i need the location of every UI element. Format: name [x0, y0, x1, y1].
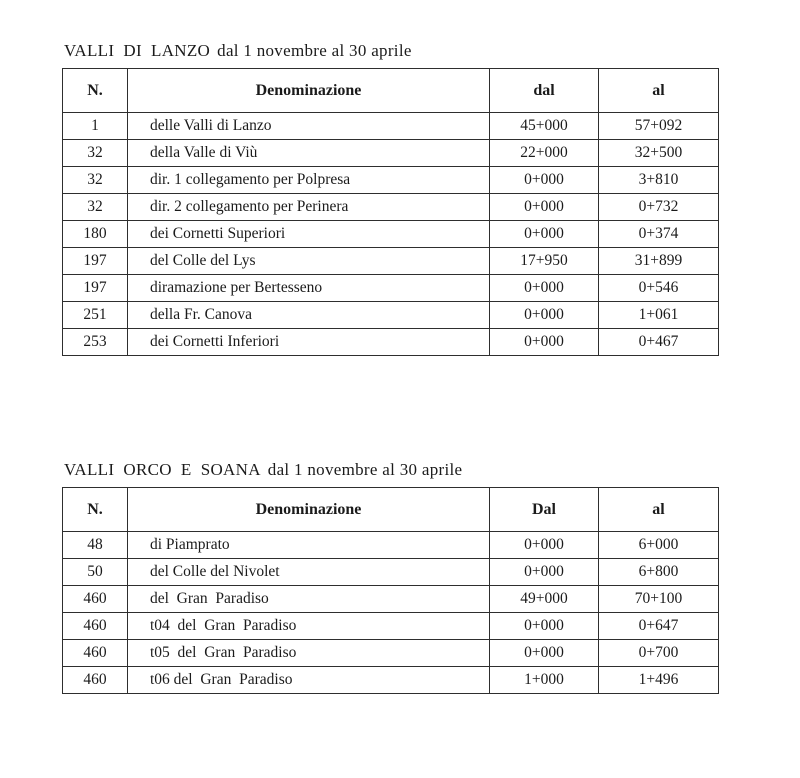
table-body: [63, 113, 719, 356]
col-header-n: N.: [63, 488, 128, 532]
table-row: [63, 532, 719, 559]
cell-denominazione: dir. 1 collegamento per Polpresa: [128, 167, 490, 194]
cell-n: 32: [63, 194, 128, 221]
cell-al: 32+500: [599, 140, 719, 167]
col-header-dal: Dal: [490, 488, 599, 532]
cell-denominazione: t06 del Gran Paradiso: [128, 667, 490, 694]
table-row: [63, 248, 719, 275]
cell-n: 251: [63, 302, 128, 329]
cell-al: 57+092: [599, 113, 719, 140]
cell-denominazione: di Piamprato: [128, 532, 490, 559]
cell-dal: 0+000: [490, 221, 599, 248]
cell-al: 0+732: [599, 194, 719, 221]
table-body: [63, 532, 719, 694]
cell-n: 460: [63, 586, 128, 613]
cell-dal: 0+000: [490, 302, 599, 329]
header-row: [63, 69, 719, 113]
cell-dal: 0+000: [490, 640, 599, 667]
cell-al: 0+647: [599, 613, 719, 640]
cell-al: 70+100: [599, 586, 719, 613]
cell-denominazione: dei Cornetti Inferiori: [128, 329, 490, 356]
cell-denominazione: diramazione per Bertesseno: [128, 275, 490, 302]
cell-denominazione: delle Valli di Lanzo: [128, 113, 490, 140]
cell-n: 460: [63, 640, 128, 667]
table-row: [63, 194, 719, 221]
cell-n: 32: [63, 167, 128, 194]
cell-al: 1+496: [599, 667, 719, 694]
table-title-period: dal 1 novembre al 30 aprile: [267, 460, 463, 479]
table-title-period: dal 1 novembre al 30 aprile: [217, 41, 412, 60]
cell-dal: 0+000: [490, 194, 599, 221]
col-header-n: N.: [63, 69, 128, 113]
cell-al: 3+810: [599, 167, 719, 194]
cell-dal: 0+000: [490, 329, 599, 356]
cell-denominazione: del Colle del Nivolet: [128, 559, 490, 586]
cell-denominazione: dir. 2 collegamento per Perinera: [128, 194, 490, 221]
table-row: [63, 302, 719, 329]
cell-n: 48: [63, 532, 128, 559]
table-row: [63, 559, 719, 586]
table-title-caps: VALLI ORCO E SOANA: [64, 460, 261, 479]
cell-denominazione: dei Cornetti Superiori: [128, 221, 490, 248]
cell-dal: 49+000: [490, 586, 599, 613]
cell-denominazione: della Valle di Viù: [128, 140, 490, 167]
cell-n: 197: [63, 275, 128, 302]
col-header-denominazione: Denominazione: [128, 488, 490, 532]
cell-dal: 45+000: [490, 113, 599, 140]
col-header-al: al: [599, 488, 719, 532]
col-header-dal: dal: [490, 69, 599, 113]
cell-n: 197: [63, 248, 128, 275]
cell-dal: 1+000: [490, 667, 599, 694]
cell-al: 6+000: [599, 532, 719, 559]
cell-n: 1: [63, 113, 128, 140]
cell-dal: 0+000: [490, 167, 599, 194]
cell-denominazione: t04 del Gran Paradiso: [128, 613, 490, 640]
road-table-valli-orco-e-soana: [62, 487, 719, 694]
cell-dal: 17+950: [490, 248, 599, 275]
cell-denominazione: della Fr. Canova: [128, 302, 490, 329]
cell-dal: 0+000: [490, 275, 599, 302]
cell-dal: 0+000: [490, 559, 599, 586]
cell-al: 1+061: [599, 302, 719, 329]
cell-dal: 0+000: [490, 613, 599, 640]
cell-dal: 0+000: [490, 532, 599, 559]
cell-dal: 22+000: [490, 140, 599, 167]
cell-n: 460: [63, 667, 128, 694]
table-row: [63, 113, 719, 140]
cell-denominazione: t05 del Gran Paradiso: [128, 640, 490, 667]
road-table-valli-di-lanzo: [62, 68, 719, 356]
table-row: [63, 221, 719, 248]
section-valli-di-lanzo: [62, 41, 800, 356]
table-title-valli-orco-e-soana: [64, 460, 800, 480]
cell-denominazione: del Colle del Lys: [128, 248, 490, 275]
header-row: [63, 488, 719, 532]
table-row: [63, 167, 719, 194]
cell-denominazione: del Gran Paradiso: [128, 586, 490, 613]
section-valli-orco-e-soana: [62, 460, 800, 694]
table-row: [63, 329, 719, 356]
cell-al: 0+467: [599, 329, 719, 356]
cell-n: 50: [63, 559, 128, 586]
cell-n: 460: [63, 613, 128, 640]
table-row: [63, 667, 719, 694]
table-row: [63, 586, 719, 613]
cell-al: 0+374: [599, 221, 719, 248]
col-header-denominazione: Denominazione: [128, 69, 490, 113]
table-row: [63, 613, 719, 640]
cell-n: 253: [63, 329, 128, 356]
cell-al: 31+899: [599, 248, 719, 275]
table-row: [63, 640, 719, 667]
table-title-caps: VALLI DI LANZO: [64, 41, 211, 60]
table-row: [63, 275, 719, 302]
cell-n: 32: [63, 140, 128, 167]
table-title-valli-di-lanzo: [64, 41, 800, 61]
table-row: [63, 140, 719, 167]
col-header-al: al: [599, 69, 719, 113]
cell-al: 6+800: [599, 559, 719, 586]
cell-al: 0+700: [599, 640, 719, 667]
cell-n: 180: [63, 221, 128, 248]
cell-al: 0+546: [599, 275, 719, 302]
